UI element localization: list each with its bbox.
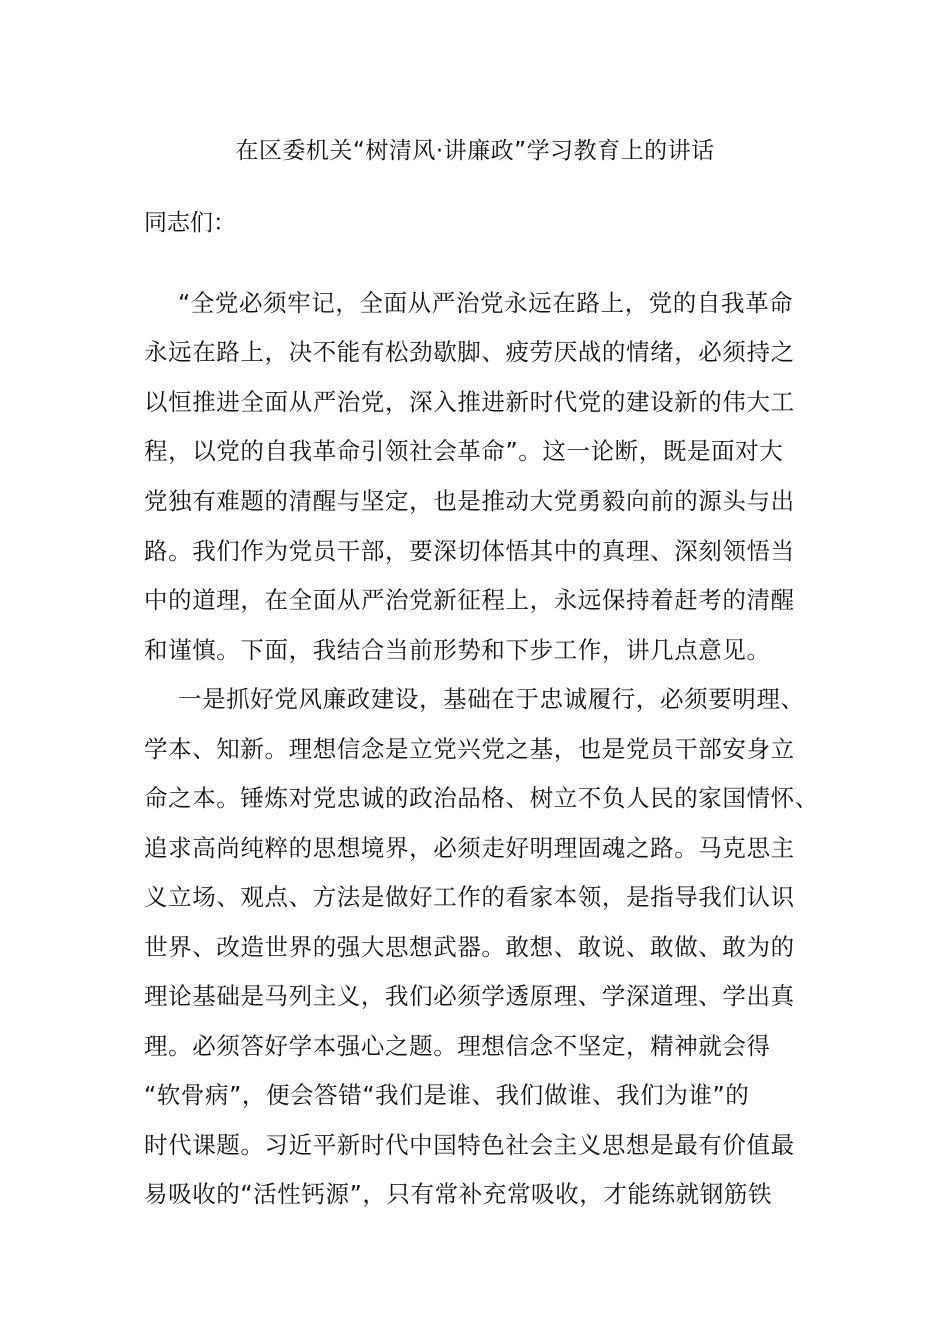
body-line: 追求高尚纯粹的思想境界，必须走好明理固魂之路。马克思主	[144, 834, 795, 862]
body-line: 命之本。锤炼对党忠诚的政治品格、树立不负人民的家国情怀、	[144, 784, 819, 812]
body-line: 路。我们作为党员干部，要深切体悟其中的真理、深刻领悟当	[144, 537, 795, 565]
body-line: 程，以党的自我革命引领社会革命”。这一论断，既是面对大	[144, 437, 784, 465]
body-line: 以恒推进全面从严治党，深入推进新时代党的建设新的伟大工	[144, 388, 795, 416]
body-line: 义立场、观点、方法是做好工作的看家本领，是指导我们认识	[144, 883, 795, 911]
document-title: 在区委机关“树清风·讲廉政”学习教育上的讲话	[235, 138, 715, 164]
salutation: 同志们：	[144, 210, 236, 236]
body-line: 一是抓好党风廉政建设，基础在于忠诚履行，必须要明理、	[178, 685, 805, 713]
body-line: 易吸收的“活性钙源”，只有常补充常吸收，才能练就钢筋铁	[144, 1180, 773, 1208]
body-line: 学本、知新。理想信念是立党兴党之基，也是党员干部安身立	[144, 735, 795, 763]
body-line: 时代课题。习近平新时代中国特色社会主义思想是最有价值最	[144, 1131, 795, 1159]
body-line: 中的道理，在全面从严治党新征程上，永远保持着赶考的清醒	[144, 586, 795, 614]
body-line: 和谨慎。下面，我结合当前形势和下步工作，讲几点意见。	[144, 636, 771, 664]
body-line: “软骨病”，便会答错“我们是谁、我们做谁、我们为谁”的	[144, 1081, 750, 1109]
body-line: 理。必须答好学本强心之题。理想信念不坚定，精神就会得	[144, 1032, 771, 1060]
body-line: 党独有难题的清醒与坚定，也是推动大党勇毅向前的源头与出	[144, 487, 795, 515]
body-line: 永远在路上，决不能有松劲歇脚、疲劳厌战的情绪，必须持之	[144, 338, 795, 366]
body-line: 世界、改造世界的强大思想武器。敢想、敢说、敢做、敢为的	[144, 933, 795, 961]
body-line: 理论基础是马列主义，我们必须学透原理、学深道理、学出真	[144, 982, 795, 1010]
body-line: “全党必须牢记，全面从严治党永远在路上，党的自我革命	[178, 289, 794, 317]
